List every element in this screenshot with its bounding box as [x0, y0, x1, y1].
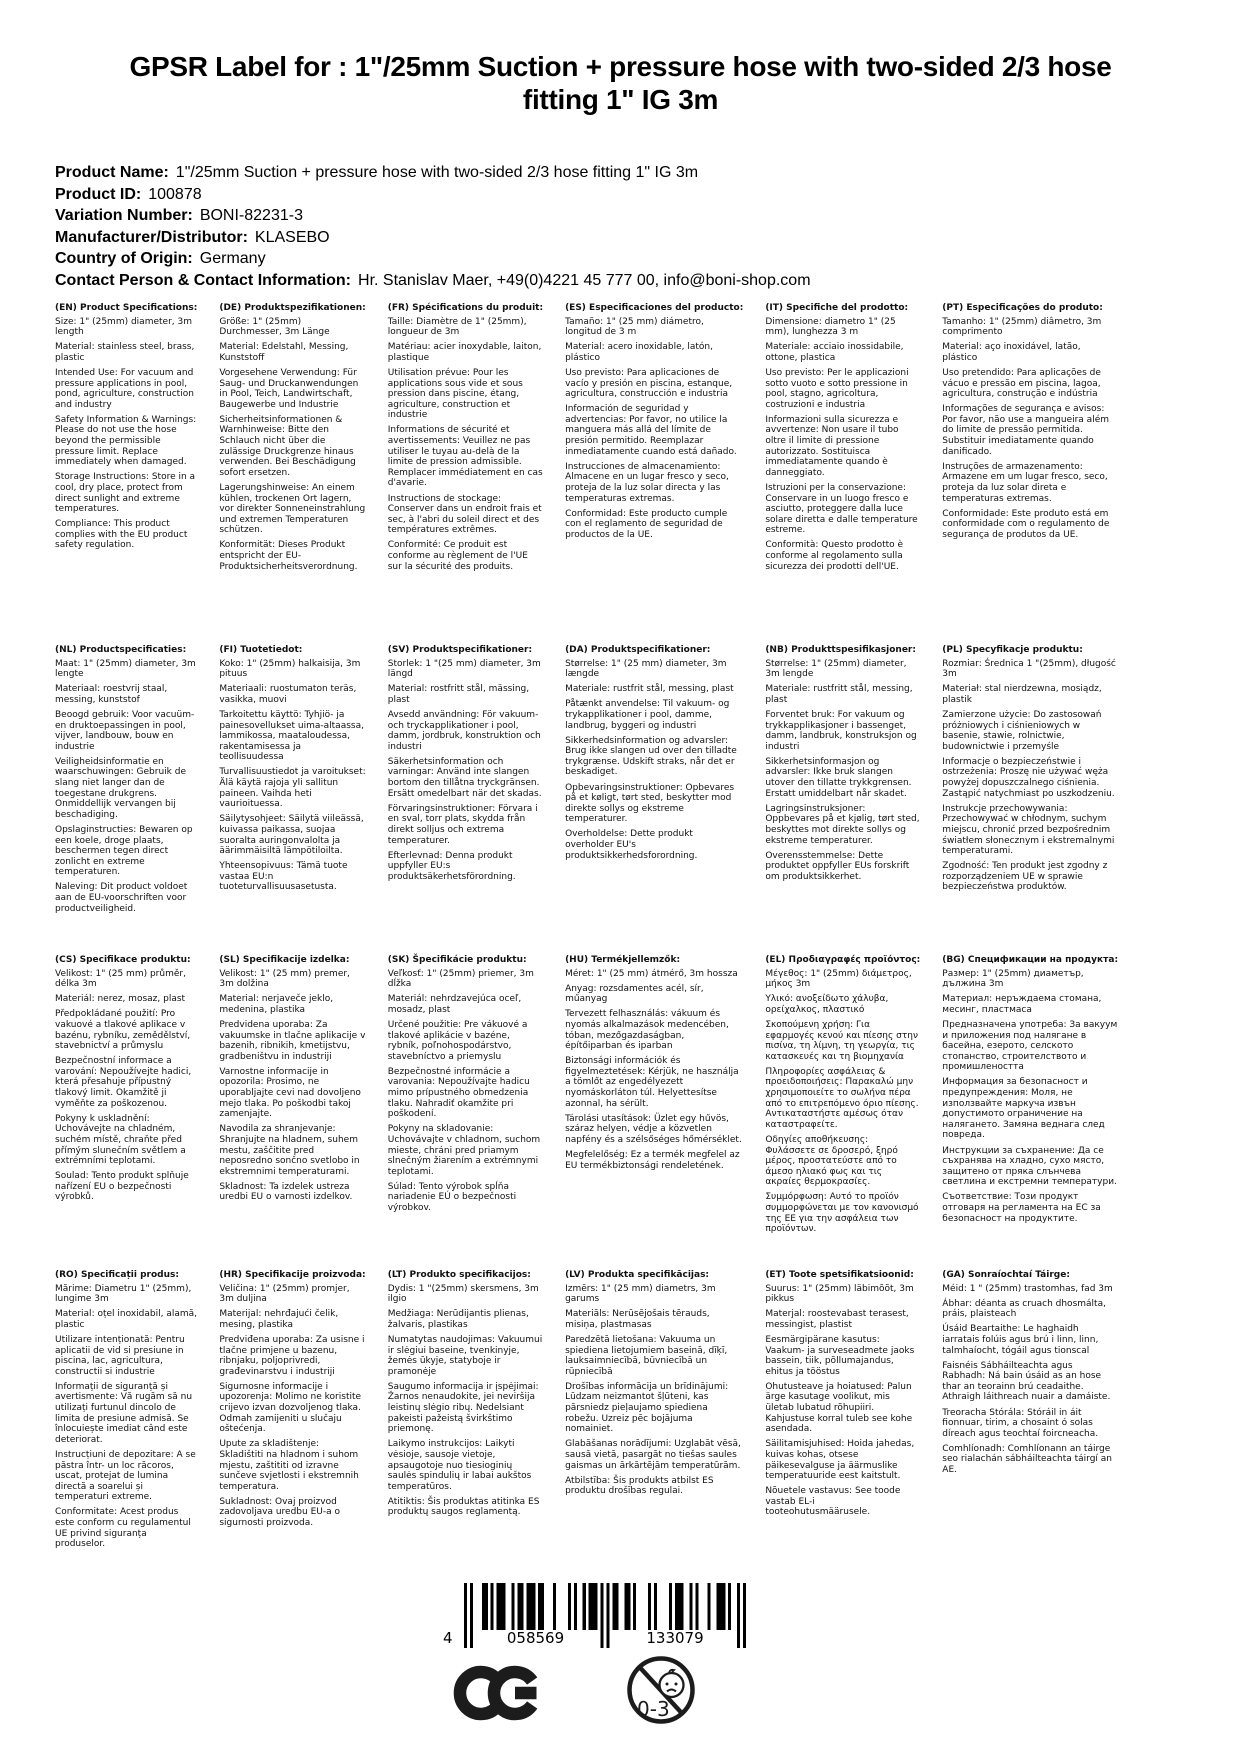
- spec-paragraph: Istruzioni per la conservazione: Conservare in un luogo fresco e asciutto, proteggere dalla luce solare diretta e dalle temperature estreme.: [765, 482, 918, 536]
- spec-paragraph: Informations de sécurité et avertissements: Veuillez ne pas utiliser le tuyau au-delà de la limite de pression admissible. Remplacer immédiatement en cas d'avarie.: [387, 425, 543, 489]
- language-spec-heading: (EN) Product Specifications:: [55, 303, 198, 313]
- language-spec-block-sl: [219, 955, 377, 1207]
- language-spec-heading: (ET) Toote spetsifikatsioonid:: [765, 1270, 914, 1280]
- spec-paragraph: Πληροφορίες ασφάλειας & προειδοποιήσεις: Παρακαλώ μην χρησιμοποιείτε το σωλήνα πέρα από το επιτρεπόμενο όριο πίεσης. Αντικαταστήστε αμέσως όταν καταστραφείτε.: [765, 1066, 919, 1130]
- language-spec-block-hu: [565, 955, 755, 1176]
- spec-paragraph: Størrelse: 1" (25mm) diameter, 3m lengde: [765, 658, 907, 680]
- spec-paragraph: Eesmärgipärane kasutus: Vaakum- ja surveseadmete jaoks bassein, tiik, põllumajandus, ehitus ja tööstus: [765, 1334, 915, 1377]
- spec-paragraph: Safety Information & Warnings: Please do not use the hose beyond the permissible pressure limit. Replace immediately when damaged.: [55, 414, 197, 468]
- spec-paragraph: Materiał: stal nierdzewna, mosiądz, plastik: [942, 684, 1102, 705]
- spec-paragraph: Forventet bruk: For vakuum og trykkapplikasjoner i bassenget, damm, landbruk, konstruksjon og industri: [765, 709, 917, 752]
- language-spec-heading: (HU) Termékjellemzők:: [565, 955, 681, 965]
- spec-paragraph: Lagringsinstruksjoner: Oppbevares på et kjølig, tørt sted, beskyttes mot direkte sollys og ekstreme temperaturer.: [765, 803, 920, 846]
- language-spec-block-lt: [388, 1270, 555, 1522]
- spec-paragraph: Treoracha Stórála: Stóráil in áit fionnuar, tirim, a chosaint ó solas díreach agus teochtaí foircneacha.: [942, 1407, 1099, 1439]
- spec-paragraph: Comhlíonadh: Comhlíonann an táirge seo rialachán sábháilteachta táirgí an AE.: [942, 1443, 1113, 1475]
- meta-value: 100878: [148, 185, 202, 203]
- spec-paragraph: Instrucciones de almacenamiento: Almacene en un lugar fresco y seco, proteja de la luz solar directa y las temperaturas extremas.: [565, 461, 729, 504]
- spec-paragraph: Zgodność: Ten produkt jest zgodny z rozporządzeniem UE w sprawie bezpieczeństwa produktów.: [942, 861, 1108, 893]
- spec-paragraph: Σκοπούμενη χρήση: Για εφαρμογές κενού και πίεσης στην πισίνα, τη λίμνη, τη γεωργία, τις κατασκευές και τη βιομηχανία: [765, 1019, 918, 1062]
- language-spec-heading: (IT) Specifiche del prodotto:: [765, 303, 909, 313]
- spec-paragraph: Overholdelse: Dette produkt overholder EU's produktsikkerhedsforordning.: [565, 829, 698, 861]
- barcode-digits-right: 133079: [646, 1629, 704, 1647]
- spec-paragraph: Materiale: rustfrit stål, messing, plast: [565, 684, 734, 695]
- language-spec-heading: (FR) Spécifications du produit:: [387, 303, 544, 313]
- language-spec-heading: (RO) Specificații produs:: [55, 1270, 179, 1280]
- spec-paragraph: Koko: 1" (25mm) halkaisija, 3m pituus: [219, 658, 361, 680]
- meta-label: Product ID:: [55, 185, 142, 203]
- spec-paragraph: Materiale: rustfritt stål, messing, plast: [765, 684, 913, 705]
- language-spec-heading: (FI) Tuotetiedot:: [219, 645, 303, 655]
- spec-paragraph: Efterlevnad: Denna produkt uppfyller EU:s produktsäkerhetsförordning.: [387, 850, 516, 882]
- spec-paragraph: Säilytysohjeet: Säilytä viileässä, kuivassa paikassa, suojaa suoralta auringonvalolta ja äärimmäisiltä lämpötiloilta.: [219, 814, 364, 857]
- spec-paragraph: Material: rostfritt stål, mässing, plast: [387, 684, 530, 705]
- spec-paragraph: Ábhar: déanta as cruach dhosmálta, práis, plaisteach: [942, 1298, 1106, 1320]
- language-spec-heading: (HR) Specifikacije proizvoda:: [219, 1270, 366, 1280]
- language-spec-block-sk: [388, 955, 555, 1218]
- spec-paragraph: Atbilstība: Šis produkts atbilst ES produktu drošības regulai.: [565, 1475, 714, 1497]
- spec-paragraph: Opslaginstructies: Bewaren op een koele, droge plaats, beschermen tegen direct zonlicht en extreme temperaturen.: [55, 824, 193, 878]
- meta-variation-number: [55, 205, 811, 227]
- spec-paragraph: Megfelelőség: Ez a termék megfelel az EU termékbiztonsági rendeletének.: [565, 1150, 740, 1171]
- page-title-text: GPSR Label for : 1"/25mm Suction + pressure hose with two-sided 2/3 hose fitting 1" IG 3m: [129, 51, 1112, 115]
- spec-paragraph: Určené použitie: Pre vákuové a tlakové aplikácie v bazéne, rybník, poľnohospodárstvo, stavebníctvo a priemyslu: [387, 1019, 528, 1062]
- spec-paragraph: Materiaali: ruostumaton teräs, vasikka, muovi: [219, 684, 357, 705]
- language-spec-block-fr: [388, 303, 555, 577]
- language-spec-heading: (NB) Produkttspesifikasjoner:: [765, 645, 916, 655]
- language-spec-block-bg: [942, 955, 1130, 1229]
- age-warning-0-3-icon: [626, 1654, 696, 1731]
- meta-value: Germany: [199, 250, 266, 267]
- spec-paragraph: Numatytas naudojimas: Vakuumui ir slėgiui baseine, tvenkinyje, žemės ūkyje, statyboje ir pramonėje: [387, 1334, 543, 1377]
- spec-paragraph: Conformidade: Este produto está em conformidade com o regulamento de segurança de produtos da UE.: [942, 508, 1110, 540]
- language-spec-heading: (NL) Productspecificaties:: [55, 645, 187, 655]
- spec-paragraph: Materiál: nerez, mosaz, plast: [55, 994, 186, 1005]
- spec-paragraph: Ohutusteave ja hoiatused: Palun ärge kasutage voolikut, mis ületab lubatud rõhupiiri. Kahjustuse korral tuleb see kohe asendada.: [765, 1381, 913, 1435]
- meta-value: KLASEBO: [254, 228, 330, 246]
- spec-paragraph: Paredzētā lietošana: Vakuuma un spiediena lietojumiem baseinā, dīķī, lauksaimniecībā, būvniecībā un rūpniecībā: [565, 1334, 728, 1377]
- language-spec-block-sv: [388, 645, 555, 887]
- spec-paragraph: Materijal: nehrđajući čelik, mesing, plastika: [219, 1309, 339, 1330]
- language-spec-heading: (DA) Produktspecifikationer:: [565, 645, 711, 655]
- spec-paragraph: Velikost: 1" (25 mm) průměr, délka 3m: [55, 968, 186, 990]
- spec-paragraph: Zamierzone użycie: Do zastosowań próżniowych i ciśnieniowych w basenie, stawie, rolnictwie, budownictwie i przemyśle: [942, 709, 1102, 752]
- language-spec-heading: (PL) Specyfikacje produktu:: [942, 645, 1083, 655]
- spec-paragraph: Tervezett felhasználás: vákuum és nyomás alkalmazások medencében, tóban, mezőgazdaságban, építőiparban és iparban: [565, 1009, 729, 1052]
- language-spec-block-es: [565, 303, 755, 545]
- spec-paragraph: Инструкции за съхранение: Да се съхранява на хладно, сухо място, защитено от пряка слънчева светлина и екстремни температури.: [942, 1145, 1117, 1188]
- spec-paragraph: Tamanho: 1" (25mm) diâmetro, 3m comprimento: [942, 316, 1102, 338]
- spec-paragraph: Material: stainless steel, brass, plastic: [55, 342, 195, 363]
- spec-paragraph: Lagerungshinweise: An einem kühlen, trockenen Ort lagern, vor direkter Sonneneinstrahlung und extremen Temperaturen schützen.: [219, 482, 366, 536]
- meta-country-of-origin: [55, 248, 811, 270]
- spec-paragraph: Instrukcje przechowywania: Przechowywać w chłodnym, suchym miejscu, chronić przed bezpośrednim światłem słonecznym i ekstremalnymi temperaturami.: [942, 803, 1115, 857]
- spec-paragraph: Bezpečnostné informácie a varovania: Nepoužívajte hadicu mimo prípustného obmedzenia tlaku. Nahradiť okamžite pri poškodení.: [387, 1066, 530, 1120]
- meta-value: Hr. Stanislav Maer, +49(0)4221 45 777 00, info@boni-shop.com: [358, 271, 811, 289]
- meta-manufacturer: [55, 227, 811, 249]
- language-spec-block-it: [765, 303, 932, 577]
- spec-paragraph: Materjal: roostevabast terasest, messingist, plastist: [765, 1309, 909, 1330]
- spec-paragraph: Beoogd gebruik: Voor vacuüm- en druktoepassingen in pool, vijver, landbouw, bouw en industrie: [55, 709, 195, 752]
- spec-paragraph: Storlek: 1 "(25 mm) diameter, 3m längd: [387, 658, 541, 680]
- spec-paragraph: Dimensione: diametro 1" (25 mm), lunghezza 3 m: [765, 316, 896, 338]
- spec-paragraph: Rozmiar: Średnica 1 "(25mm), długość 3m: [942, 658, 1116, 680]
- meta-contact: [55, 270, 811, 292]
- spec-paragraph: Atitiktis: Šis produktas atitinka ES produktų saugos reglamentą.: [387, 1496, 540, 1518]
- spec-paragraph: Tarkoitettu käyttö: Tyhjiö- ja painesovellukset uima-altaassa, lammikossa, maataloudessa, rakentamisessa ja teollisuudessa: [219, 709, 364, 763]
- ean13-barcode: [443, 1583, 746, 1648]
- spec-paragraph: Drošības informācija un brīdinājumi: Lūdzam neizmantot šļūteni, kas pārsniedz pieļaujamo spiediena robežu. Uzreiz pēc bojājuma nomainiet.: [565, 1381, 729, 1435]
- language-spec-block-cs: [55, 955, 209, 1207]
- spec-paragraph: Informazioni sulla sicurezza e avvertenze: Non usare il tubo oltre il limite di pressione autorizzato. Sostituisca immediatamente quando è danneggiato.: [765, 414, 899, 478]
- meta-product-id: [55, 184, 811, 206]
- meta-label: Country of Origin:: [55, 250, 193, 267]
- spec-paragraph: Sikkerhedsinformation og advarsler: Brug ikke slangen ud over den tilladte trykgrænse. Udskift straks, når det er beskadiget.: [565, 735, 737, 778]
- language-grid: [55, 303, 1119, 1554]
- spec-paragraph: Taille: Diamètre de 1" (25mm), longueur de 3m: [387, 316, 527, 338]
- product-meta: [55, 162, 811, 291]
- spec-paragraph: Sikkerhetsinformasjon og advarsler: Ikke bruk slangen utover den tillatte trykkgrensen. Erstatt umiddelbart når skadet.: [765, 756, 912, 799]
- spec-paragraph: Opbevaringsinstruktioner: Opbevares på et køligt, tørt sted, beskytter mod direkte sollys og ekstreme temperaturer.: [565, 782, 735, 825]
- spec-paragraph: Méid: 1 " (25mm) trastomhas, fad 3m: [942, 1283, 1113, 1294]
- language-spec-heading: (ES) Especificaciones del producto:: [565, 303, 744, 313]
- spec-paragraph: Glabāšanas norādījumi: Uzglabāt vēsā, sausā vietā, pasargāt no tiešas saules gaismas un ārkārtējām temperatūrām.: [565, 1439, 741, 1471]
- spec-paragraph: Maat: 1" (25mm) diameter, 3m lengte: [55, 658, 196, 680]
- language-spec-heading: (DE) Produktspezifikationen:: [219, 303, 366, 313]
- spec-paragraph: Materiāls: Nerūsējošais tērauds, misiņa, plastmasas: [565, 1309, 710, 1330]
- spec-paragraph: Uso previsto: Per le applicazioni sotto vuoto e sotto pressione in pool, stagno, agricoltura, costruzioni e industria: [765, 367, 909, 410]
- language-spec-heading: (CS) Specifikace produktu:: [55, 955, 191, 965]
- spec-paragraph: Material: aço inoxidável, latão, plástico: [942, 342, 1081, 363]
- spec-paragraph: Yhteensopivuus: Tämä tuote vastaa EU:n tuoteturvallisuusasetusta.: [219, 861, 348, 893]
- spec-paragraph: Matériau: acier inoxydable, laiton, plastique: [387, 342, 542, 363]
- language-spec-heading: (EL) Προδιαγραφές προϊόντος:: [765, 955, 921, 965]
- spec-paragraph: Sicherheitsinformationen & Warnhinweise: Bitte den Schlauch nicht über die zulässige Druckgrenze hinaus verwenden. Bei Beschädigung sofort ersetzen.: [219, 414, 356, 478]
- language-spec-heading: (PT) Especificações do produto:: [942, 303, 1103, 313]
- spec-paragraph: Predviđena uporaba: Za usisne i tlačne primjene u bazenu, ribnjaku, poljoprivredi, građevinarstvu i industriji: [219, 1334, 365, 1377]
- spec-paragraph: Sigurnosne informacije i upozorenja: Molimo ne koristite crijevo izvan dozvoljenog tlaka. Odmah zamijeniti u slučaju oštećenja.: [219, 1381, 362, 1435]
- barcode-digit-prefix: 4: [443, 1629, 453, 1647]
- language-spec-block-et: [765, 1270, 932, 1522]
- spec-paragraph: Säkerhetsinformation och varningar: Använd inte slangen bortom den tillåtna tryckgränsen. Ersätt omedelbart när det skadas.: [387, 756, 542, 799]
- spec-paragraph: Materiál: nehrdzavejúca oceľ, mosadz, plast: [387, 994, 522, 1015]
- meta-value: BONI-82231-3: [199, 207, 303, 224]
- meta-label: Contact Person & Contact Information:: [55, 271, 352, 289]
- language-spec-heading: (GA) Sonraíochtaí Táirge:: [942, 1270, 1070, 1280]
- spec-paragraph: Predvidena uporaba: Za vakuumske in tlačne aplikacije v bazenih, ribnikih, kmetijstvu, gradbeništvu in industriji: [219, 1019, 366, 1062]
- spec-paragraph: Veľkosť: 1" (25mm) priemer, 3m dĺžka: [387, 968, 534, 990]
- spec-paragraph: Material: nerjaveče jeklo, medenina, plastika: [219, 994, 334, 1015]
- spec-paragraph: Turvallisuustiedot ja varoitukset: Älä käytä rajoja yli sallitun paineen. Vaihda heti vaurioituessa.: [219, 767, 366, 810]
- spec-paragraph: Úsáid Beartaithe: Le haghaidh iarratais folúis agus brú i linn, linn, talmhaíocht, tógáil agus tionscal: [942, 1324, 1099, 1356]
- spec-paragraph: Uso previsto: Para aplicaciones de vacío y presión en piscina, estanque, agricultura, construcción e industria: [565, 367, 733, 400]
- spec-paragraph: Förvaringsinstruktioner: Förvara i en sval, torr plats, skydda från direkt solljus och extrema temperaturer.: [387, 803, 538, 846]
- spec-paragraph: Mărime: Diametru 1" (25mm), lungime 3m: [55, 1283, 192, 1305]
- spec-paragraph: Předpokládané použití: Pro vakuové a tlakové aplikace v bazénu, rybníku, zemědělství, stavebnictví a průmyslu: [55, 1009, 191, 1052]
- spec-paragraph: Súlad: Tento výrobok spĺňa nariadenie EÚ o bezpečnosti výrobkov.: [387, 1181, 517, 1213]
- language-spec-block-ro: [55, 1270, 209, 1554]
- spec-paragraph: Instructions de stockage: Conserver dans un endroit frais et sec, à l'abri du soleil direct et des températures extrêmes.: [387, 493, 542, 536]
- spec-paragraph: Upute za skladištenje: Skladištiti na hladnom i suhom mjestu, zaštititi od izravne sunčeve svjetlosti i ekstremnih temperatura.: [219, 1439, 359, 1492]
- spec-paragraph: Größe: 1" (25mm) Durchmesser, 3m Länge: [219, 316, 330, 338]
- language-spec-block-fi: [219, 645, 377, 897]
- language-spec-block-pl: [942, 645, 1130, 897]
- meta-label: Manufacturer/Distributor:: [55, 228, 248, 246]
- spec-paragraph: Οδηγίες αποθήκευσης: Φυλάσσετε σε δροσερό, ξηρό μέρος, προστατεύστε από το άμεσο ηλιακό φως και τις ακραίες θερμοκρασίες.: [765, 1134, 898, 1188]
- language-spec-heading: (SK) Špecifikácie produktu:: [387, 955, 527, 965]
- spec-paragraph: Izmērs: 1" (25 mm) diametrs, 3m garums: [565, 1283, 716, 1305]
- meta-product-name: [55, 162, 811, 184]
- spec-paragraph: Saugumo informacija ir įspėjimai: Žarnos nenaudokite, jei neviršija leistinų slėgio ribų. Nedelsiant pakeisti pažeistą švirkštimo priemonę.: [387, 1381, 539, 1435]
- spec-paragraph: Biztonsági információk és figyelmeztetések: Kérjük, ne használja a tömlőt az engedélyezett nyomáskorláton túl. Helyettesítse azonnal, ha sérült.: [565, 1056, 739, 1109]
- spec-paragraph: Vorgesehene Verwendung: Für Saug- und Druckanwendungen in Pool, Teich, Landwirtschaft, Baugewerbe und Industrie: [219, 367, 359, 410]
- spec-paragraph: Naleving: Dit product voldoet aan de EU-voorschriften voor productveiligheid.: [55, 882, 188, 914]
- spec-paragraph: Compliance: This product complies with the EU product safety regulation.: [55, 519, 188, 551]
- spec-paragraph: Soulad: Tento produkt splňuje nařízení EU o bezpečnosti výrobků.: [55, 1171, 189, 1203]
- spec-paragraph: Conformité: Ce produit est conforme au règlement de l'UE sur la sécurité des produits.: [387, 540, 528, 572]
- spec-paragraph: Informações de segurança e avisos: Por favor, não use a mangueira além do limite de pressão permitida. Substituir imediatamente quando danificado.: [942, 404, 1109, 457]
- language-spec-block-el: [765, 955, 932, 1239]
- spec-paragraph: Instruções de armazenamento: Armazene em um lugar fresco, seco, proteja da luz solar direta e temperaturas extremas.: [942, 461, 1108, 504]
- meta-label: Variation Number:: [55, 207, 193, 224]
- spec-paragraph: Veiligheidsinformatie en waarschuwingen: Gebruik de slang niet langer dan de toegestane drukgrens. Onmiddellijk vervangen bij beschadiging.: [55, 756, 187, 820]
- spec-paragraph: Utilizare intenționată: Pentru aplicatii de vid si presiune in piscina, lac, agricultura, constructii si industrie: [55, 1334, 185, 1377]
- spec-paragraph: Anyag: rozsdamentes acél, sír, műanyag: [565, 983, 704, 1005]
- spec-paragraph: Konformität: Dieses Produkt entspricht der EU-Produktsicherheitsverordnung.: [219, 540, 358, 572]
- barcode-digits-left: 058569: [506, 1629, 565, 1647]
- spec-paragraph: Tárolási utasítások: Üzlet egy hűvös, száraz helyen, védje a közvetlen napfény és a szélsőséges hőmérséklet.: [565, 1113, 742, 1145]
- spec-paragraph: Suurus: 1" (25mm) läbimõõt, 3m pikkus: [765, 1283, 914, 1305]
- spec-paragraph: Dydis: 1 "(25mm) skersmens, 3m ilgio: [387, 1283, 539, 1305]
- spec-paragraph: Navodila za shranjevanje: Shranjujte na hladnem, suhem mestu, zaščitite pred neposredno sončno svetlobo in ekstremnimi temperaturami.: [219, 1124, 360, 1177]
- language-spec-heading: (LT) Produkto specifikacijos:: [387, 1270, 531, 1280]
- language-spec-block-nb: [765, 645, 932, 887]
- language-spec-block-hr: [219, 1270, 377, 1533]
- spec-paragraph: Säilitamisjuhised: Hoida jahedas, kuivas kohas, otsese päikesevalguse ja äärmuslike temperatuuride eest kaitstult.: [765, 1439, 915, 1482]
- age-warning-label: 0-3: [637, 1697, 670, 1721]
- spec-paragraph: Avsedd användning: För vakuum- och tryckapplikationer i pool, damm, jordbruk, konstruktion och industri: [387, 709, 541, 752]
- spec-paragraph: Sukladnost: Ovaj proizvod zadovoljava uredbu EU-a o sigurnosti proizvoda.: [219, 1496, 340, 1528]
- spec-paragraph: Conformitate: Acest produs este conform cu regulamentul UE privind siguranța produselor.: [55, 1507, 191, 1550]
- spec-paragraph: Συμμόρφωση: Αυτό το προϊόν συμμορφώνεται με τον κανονισμό της ΕΕ για την ασφάλεια των προϊόντων.: [765, 1192, 919, 1235]
- language-spec-heading: (LV) Produkta specifikācijas:: [565, 1270, 710, 1280]
- spec-paragraph: Varnostne informacije in opozorila: Prosimo, ne uporabljajte cevi nad dovoljeno mejo tlaka. Po poškodbi takoj zamenjajte.: [219, 1066, 361, 1120]
- spec-paragraph: Påtænkt anvendelse: Til vakuum- og trykapplikationer i pool, damme, landbrug, byggeri og industri: [565, 699, 730, 731]
- spec-paragraph: Størrelse: 1" (25 mm) diameter, 3m længde: [565, 658, 727, 680]
- spec-paragraph: Υλικό: ανοξείδωτο χάλυβα, ορείχαλκος, πλαστικό: [765, 994, 889, 1015]
- spec-paragraph: Μέγεθος: 1" (25mm) διάμετρος, μήκος 3m: [765, 968, 912, 990]
- spec-paragraph: Съответствие: Този продукт отговаря на регламента на ЕС за безопасност на продуктите.: [942, 1192, 1101, 1224]
- spec-paragraph: Uso pretendido: Para aplicações de vácuo e pressão em piscina, lagoa, agricultura, construção e indústria: [942, 367, 1101, 400]
- spec-paragraph: Material: acero inoxidable, latón, plástico: [565, 342, 713, 363]
- spec-paragraph: Información de seguridad y advertencias: Por favor, no utilice la manguera más allá del límite de presión permitido. Reemplazar inmediatamente cuando está dañado.: [565, 404, 737, 457]
- spec-paragraph: Предназначена употреба: За вакуум и приложения под налягане в басейна, езерото, селското стопанство, строителството и промишлеността: [942, 1019, 1118, 1073]
- spec-paragraph: Tamaño: 1" (25 mm) diámetro, longitud de 3 m: [565, 316, 704, 338]
- language-spec-heading: (SV) Produktspecifikationer:: [387, 645, 533, 655]
- spec-paragraph: Conformidad: Este producto cumple con el reglamento de seguridad de productos de la UE.: [565, 508, 728, 540]
- language-spec-block-nl: [55, 645, 209, 919]
- language-spec-block-en: [55, 303, 209, 555]
- spec-paragraph: Intended Use: For vacuum and pressure applications in pool, pond, agriculture, construction and industry: [55, 367, 194, 410]
- spec-paragraph: Overensstemmelse: Dette produktet oppfyller EUs forskrift om produktsikkerhet.: [765, 850, 910, 882]
- spec-paragraph: Size: 1" (25mm) diameter, 3m length: [55, 316, 192, 338]
- page-title: [0, 50, 1241, 116]
- language-spec-block-ga: [942, 1270, 1130, 1480]
- spec-paragraph: Méret: 1" (25 mm) átmérő, 3m hossza: [565, 968, 738, 979]
- spec-paragraph: Medžiaga: Nerūdijantis plienas, žalvaris, plastikas: [387, 1309, 529, 1330]
- spec-paragraph: Pokyny na skladovanie: Uchovávajte v chladnom, suchom mieste, chráni pred priamym slnečným žiarením a extrémnymi teplotami.: [387, 1124, 541, 1177]
- spec-paragraph: Velikost: 1" (25 mm) premer, 3m dolžina: [219, 968, 350, 990]
- spec-paragraph: Skladnost: Ta izdelek ustreza uredbi EU o varnosti izdelkov.: [219, 1181, 353, 1203]
- spec-paragraph: Instrucțiuni de depozitare: A se păstra într- un loc răcoros, uscat, protejat de lumina directă a soarelui și temperaturi extreme.: [55, 1449, 196, 1503]
- spec-paragraph: Nõuetele vastavus: See toode vastab EL-i tooteohutusmäärusele.: [765, 1486, 901, 1518]
- spec-paragraph: Material: Edelstahl, Messing, Kunststoff: [219, 342, 349, 363]
- ce-mark-icon: [453, 1664, 542, 1727]
- language-spec-heading: (BG) Спецификации на продукта:: [942, 955, 1119, 965]
- meta-label: Product Name:: [55, 164, 169, 181]
- spec-paragraph: Storage Instructions: Store in a cool, dry place, protect from direct sunlight and extreme temperatures.: [55, 472, 196, 515]
- spec-paragraph: Bezpečnostní informace a varování: Nepoužívejte hadici, která přesahuje přípustný tlakový limit. Okamžitě ji vyměňte za poškozenou.: [55, 1056, 192, 1109]
- spec-paragraph: Material: oțel inoxidabil, alamă, plastic: [55, 1309, 197, 1330]
- language-spec-block-da: [565, 645, 755, 866]
- spec-paragraph: Veličina: 1" (25mm) promjer, 3m duljina: [219, 1283, 350, 1305]
- language-spec-block-pt: [942, 303, 1130, 545]
- spec-paragraph: Informații de siguranță și avertismente: Vă rugăm să nu utilizați furtunul dincolo de limita de presiune admisă. Se înlocuiește imediat când este deteriorat.: [55, 1381, 193, 1445]
- spec-paragraph: Conformità: Questo prodotto è conforme al regolamento sulla sicurezza dei prodotti dell'UE.: [765, 540, 904, 572]
- meta-value: 1"/25mm Suction + pressure hose with two-sided 2/3 hose fitting 1" IG 3m: [175, 164, 699, 181]
- language-spec-block-lv: [565, 1270, 755, 1501]
- spec-paragraph: Информация за безопасност и предупреждения: Моля, не използвайте маркуча извън допустимото ограничение на налягането. Замяна веднага след повреда.: [942, 1077, 1105, 1141]
- spec-paragraph: Размер: 1" (25mm) диаметър, дължина 3m: [942, 968, 1084, 990]
- spec-paragraph: Faisnéis Sábháilteachta agus Rabhadh: Ná bain úsáid as an hose thar an teorainn brú ceadaithe. Athraigh láithreach nuair a damáiste.: [942, 1360, 1111, 1403]
- spec-paragraph: Materiale: acciaio inossidabile, ottone, plastica: [765, 342, 904, 363]
- spec-paragraph: Informacje o bezpieczeństwie i ostrzeżenia: Proszę nie używać węża powyżej dopuszczalnego ciśnienia. Zastąpić natychmiast po uszkodzeniu.: [942, 756, 1115, 799]
- language-spec-heading: (SL) Specifikacije izdelka:: [219, 955, 350, 965]
- language-spec-block-de: [219, 303, 377, 577]
- spec-paragraph: Pokyny k uskladnění: Uchovávejte na chladném, suchém místě, chraňte před přímým slunečním světlem a extrémními teplotami.: [55, 1113, 186, 1167]
- spec-paragraph: Materiaal: roestvrij staal, messing, kunststof: [55, 684, 168, 705]
- spec-paragraph: Материал: неръждаема стомана, месинг, пластмаса: [942, 994, 1102, 1015]
- spec-paragraph: Utilisation prévue: Pour les applications sous vide et sous pression dans piscine, étang, agriculture, construction et industrie: [387, 367, 523, 421]
- spec-paragraph: Laikymo instrukcijos: Laikyti vėsioje, sausoje vietoje, apsaugotoje nuo tiesioginių saulės spindulių ir labai aukštos temperatūros.: [387, 1439, 532, 1492]
